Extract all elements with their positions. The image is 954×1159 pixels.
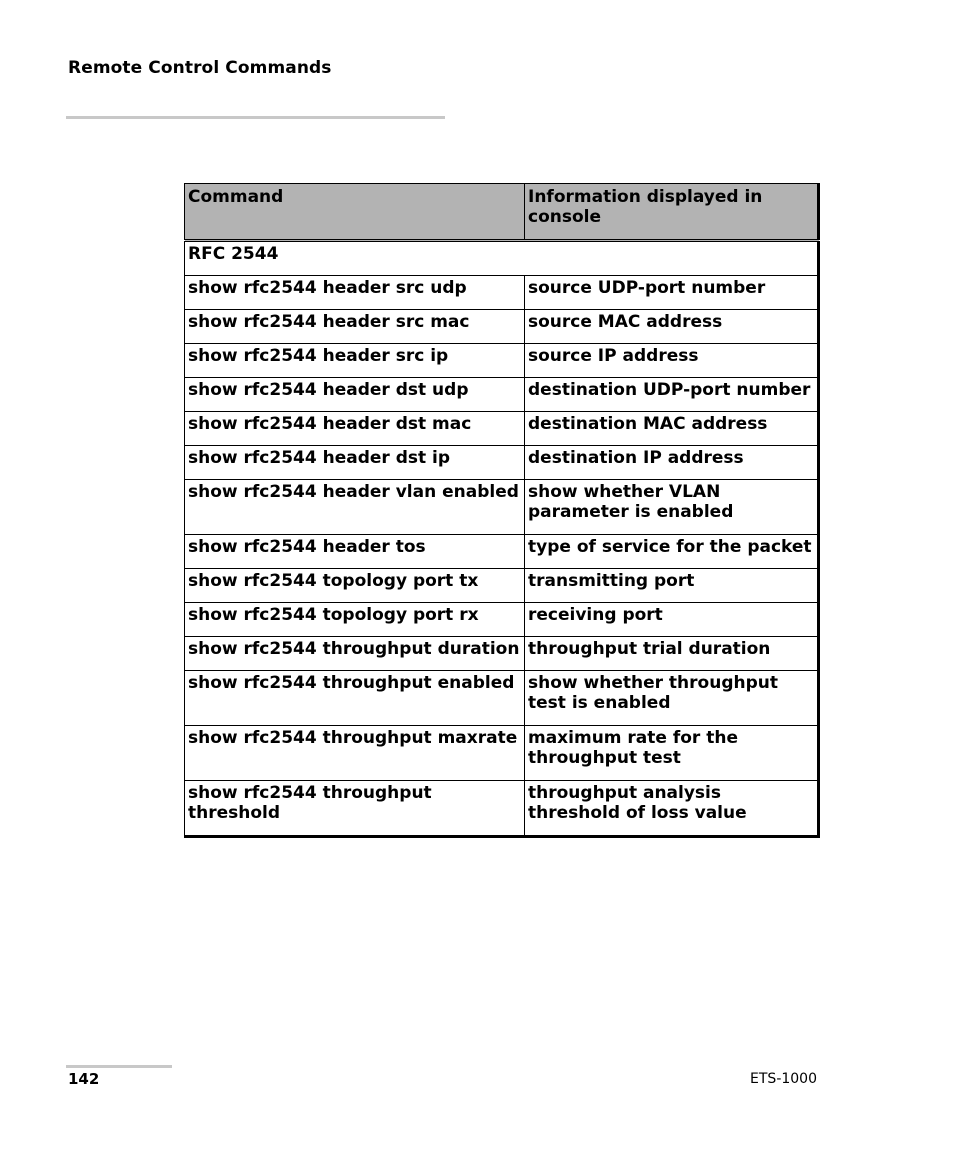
info-cell: show whether VLAN parameter is enabled bbox=[525, 480, 819, 535]
command-cell: show rfc2544 header tos bbox=[185, 535, 525, 569]
info-cell: source IP address bbox=[525, 344, 819, 378]
command-cell: show rfc2544 topology port rx bbox=[185, 603, 525, 637]
table-row bbox=[185, 446, 819, 480]
page-number: 142 bbox=[68, 1070, 100, 1088]
command-cell: show rfc2544 header src udp bbox=[185, 276, 525, 310]
table-row bbox=[185, 310, 819, 344]
command-cell: show rfc2544 throughput duration bbox=[185, 637, 525, 671]
table-row bbox=[185, 344, 819, 378]
info-cell: show whether throughput test is enabled bbox=[525, 671, 819, 726]
table-header-row bbox=[185, 184, 819, 241]
command-cell: show rfc2544 header dst ip bbox=[185, 446, 525, 480]
table-row bbox=[185, 726, 819, 781]
commands-table bbox=[184, 183, 820, 838]
section-label: RFC 2544 bbox=[185, 241, 819, 276]
footer-divider bbox=[66, 1065, 172, 1068]
command-cell: show rfc2544 header src mac bbox=[185, 310, 525, 344]
command-cell: show rfc2544 header dst udp bbox=[185, 378, 525, 412]
commands-table-container bbox=[184, 183, 820, 838]
info-cell: destination MAC address bbox=[525, 412, 819, 446]
table-row bbox=[185, 569, 819, 603]
column-header-info: Information displayed in console bbox=[525, 184, 819, 241]
info-cell: receiving port bbox=[525, 603, 819, 637]
table-row bbox=[185, 781, 819, 837]
info-cell: maximum rate for the throughput test bbox=[525, 726, 819, 781]
info-cell: destination IP address bbox=[525, 446, 819, 480]
info-cell: transmitting port bbox=[525, 569, 819, 603]
command-cell: show rfc2544 throughput threshold bbox=[185, 781, 525, 837]
table-row bbox=[185, 378, 819, 412]
info-cell: source UDP-port number bbox=[525, 276, 819, 310]
table-row bbox=[185, 637, 819, 671]
table-row bbox=[185, 276, 819, 310]
command-cell: show rfc2544 header dst mac bbox=[185, 412, 525, 446]
column-header-command: Command bbox=[185, 184, 525, 241]
table-section-row bbox=[185, 241, 819, 276]
table-row bbox=[185, 535, 819, 569]
info-cell: destination UDP-port number bbox=[525, 378, 819, 412]
info-cell: source MAC address bbox=[525, 310, 819, 344]
command-cell: show rfc2544 throughput maxrate bbox=[185, 726, 525, 781]
command-cell: show rfc2544 topology port tx bbox=[185, 569, 525, 603]
info-cell: throughput trial duration bbox=[525, 637, 819, 671]
table-row bbox=[185, 671, 819, 726]
info-cell: throughput analysis threshold of loss value bbox=[525, 781, 819, 837]
command-cell: show rfc2544 throughput enabled bbox=[185, 671, 525, 726]
command-cell: show rfc2544 header vlan enabled bbox=[185, 480, 525, 535]
table-row bbox=[185, 412, 819, 446]
command-cell: show rfc2544 header src ip bbox=[185, 344, 525, 378]
table-row bbox=[185, 480, 819, 535]
product-name: ETS-1000 bbox=[750, 1071, 817, 1087]
header-divider bbox=[66, 116, 445, 119]
page-header-title: Remote Control Commands bbox=[68, 58, 332, 78]
info-cell: type of service for the packet bbox=[525, 535, 819, 569]
table-row bbox=[185, 603, 819, 637]
